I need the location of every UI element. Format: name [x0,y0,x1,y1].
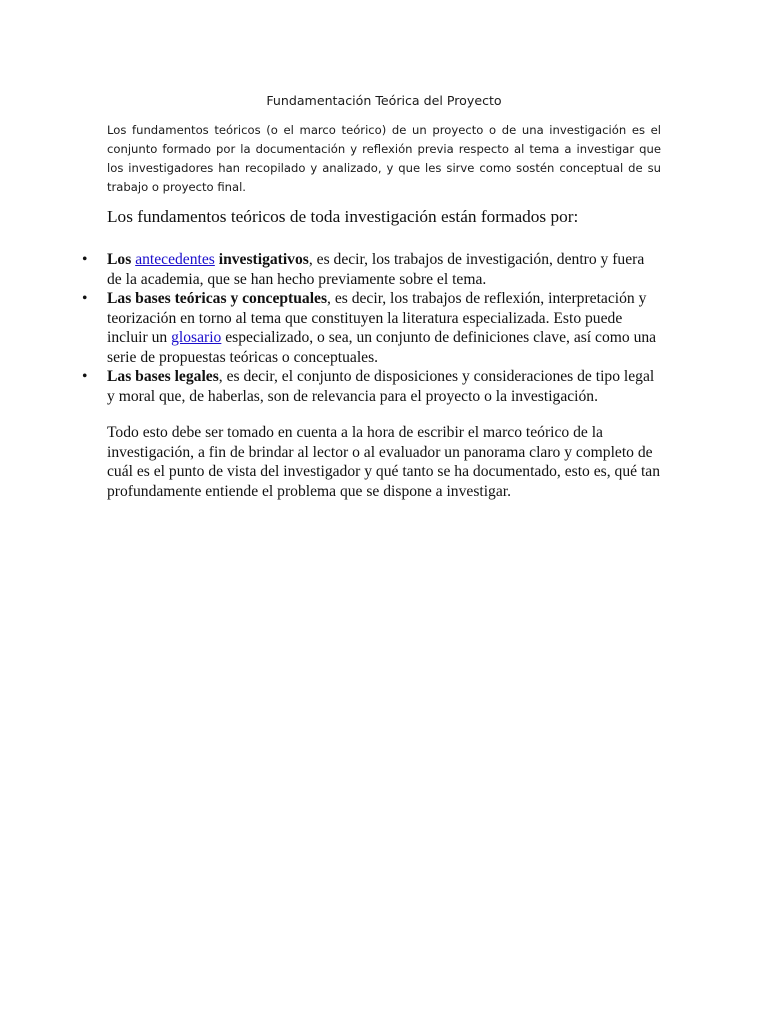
bullet-icon: • [82,251,88,268]
item-text: , es decir, los trabajos de investigación, dentro y fuera de la academia, que se han hecho previamente sobre el tema. [107,251,645,288]
bullet-icon: • [82,368,88,385]
closing-paragraph: Todo esto debe ser tomado en cuenta a la hora de escribir el marco teórico de la investigación, a fin de brindar al lector o al evaluador un panorama claro y completo de cuál es el punto de vista del investigador y qué tanto se ha documentado, esto es, qué tan profundamente entiende el problema que se dispone a investigar. [107,424,660,500]
item-bold-lead: Las bases legales [107,368,219,385]
item-text: , es decir, el conjunto de disposiciones y consideraciones de tipo legal y moral que, de haberlas, son de relevancia para el proyecto o la investigación. [107,368,655,405]
antecedentes-link[interactable]: antecedentes [135,251,215,268]
list-item [0,367,662,406]
item-bold-term: investigativos [218,251,309,268]
glosario-link[interactable]: glosario [171,329,222,346]
intro-paragraph: Los fundamentos teóricos (o el marco teórico) de un proyecto o de una investigación es el conjunto formado por la documentación y reflexión previa respecto al tema a investigar que los investigadores han recopilado y analizado, y que les sirve como sostén conceptual de su trabajo o proyecto final. [107,123,661,194]
item-bold-lead: Los [107,251,132,268]
bullet-icon: • [82,290,88,307]
foundations-list [0,250,768,406]
list-item [0,250,662,289]
item-text: , es decir, los trabajos de reflexión, interpretación y teorización en torno al tema que constituyen la literatura especializada. Esto puede incluir un [107,290,647,346]
document-title: Fundamentación Teórica del Proyecto [266,93,502,108]
lead-sentence: Los fundamentos teóricos de toda investigación están formados por: [107,207,579,226]
list-item [0,289,662,367]
item-text-continued: especializado, o sea, un conjunto de definiciones clave, así como una serie de propuestas teóricas o conceptuales. [107,329,657,366]
item-bold-lead: Las bases teóricas y conceptuales [107,290,328,307]
